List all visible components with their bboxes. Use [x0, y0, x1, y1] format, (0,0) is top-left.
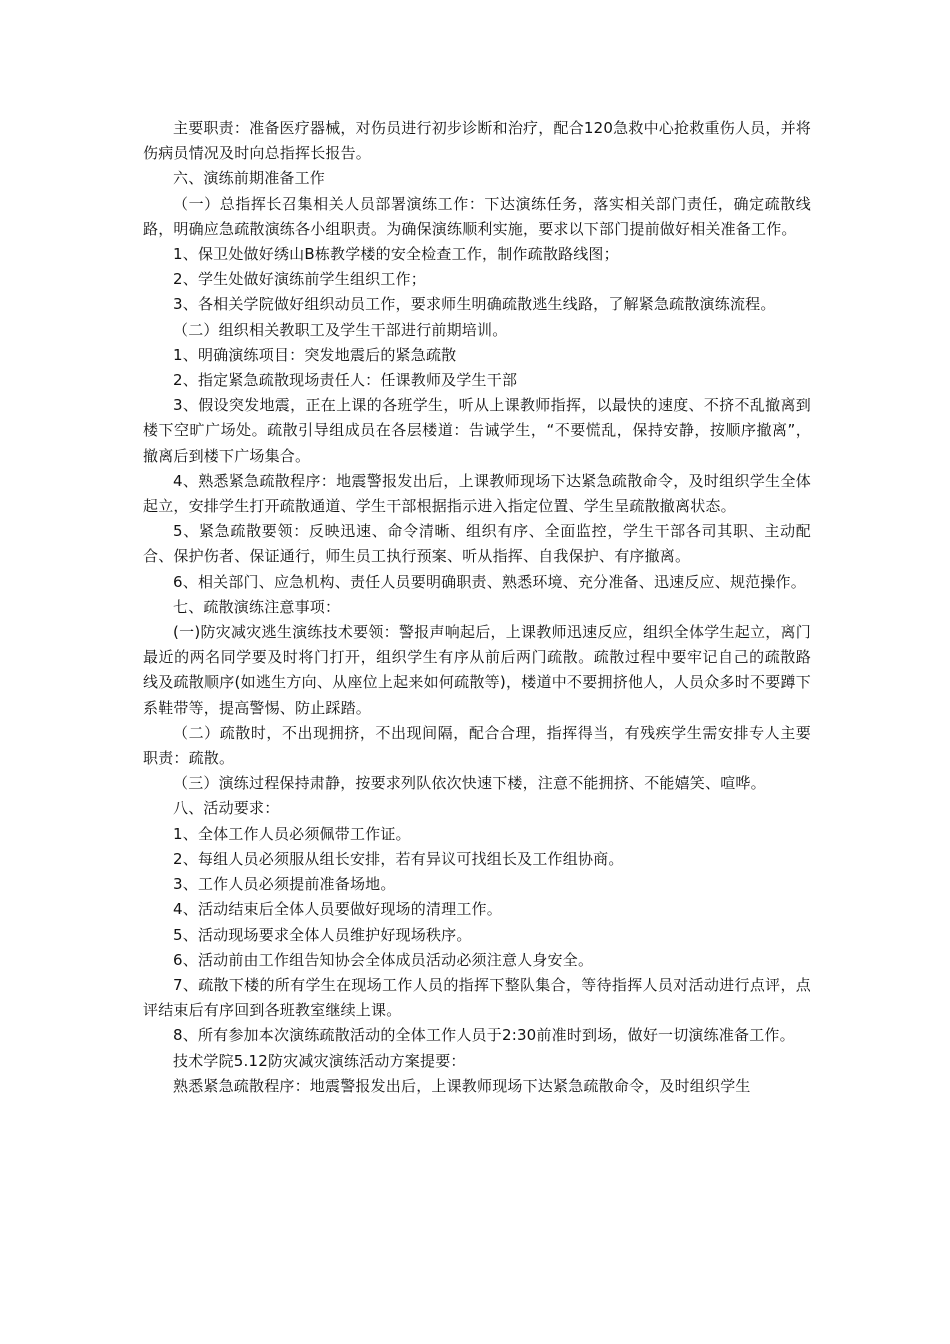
paragraph-medical-duties: 主要职责：准备医疗器械，对伤员进行初步诊断和治疗，配合120急救中心抢救重伤人员，并将伤病员情况及时向总指挥长报告。 — [143, 119, 811, 163]
list-item: 5、活动现场要求全体人员维护好现场秩序。 — [173, 925, 472, 944]
list-item: 3、工作人员必须提前准备场地。 — [173, 875, 396, 894]
list-item: 2、指定紧急疏散现场责任人：任课教师及学生干部 — [173, 371, 518, 390]
list-item: 4、熟悉紧急疏散程序：地震警报发出后，上课教师现场下达紧急疏散命令，及时组织学生全体起立，安排学生打开疏散通道、学生干部根据指示进入指定位置、学生呈疏散撤离状态。 — [143, 471, 811, 516]
summary-heading: 技术学院5.12防灾减灾演练活动方案提要： — [173, 1051, 466, 1070]
paragraph-7-1: (一)防灾减灾逃生演练技术要领：警报声响起后，上课教师迅速反应，组织全体学生起立，离门最近的两名同学要及时将门打开，组织学生有序从前后两门疏散。疏散过程中要牢记自己的疏散路线及疏散顺序(如逃生方向、从座位上起来如何疏散等)，楼道中不要拥挤他人，人员众多时不要蹲下系鞋带等，提高警惕、防止踩踏。 — [143, 623, 811, 717]
list-item: 6、相关部门、应急机构、责任人员要明确职责、熟悉环境、充分准备、迅速反应、规范操作。 — [173, 572, 806, 591]
paragraph-7-2: （二）疏散时，不出现拥挤，不出现间隔，配合合理，指挥得当，有残疾学生需安排专人主要职责：疏散。 — [143, 723, 811, 768]
list-item: 8、所有参加本次演练疏散活动的全体工作人员于2:30前准时到场，做好一切演练准备工作。 — [173, 1026, 795, 1045]
list-item: 1、保卫处做好绣山B栋教学楼的安全检查工作，制作疏散路线图； — [173, 245, 619, 264]
list-item: 3、假设突发地震，正在上课的各班学生，听从上课教师指挥，以最快的速度、不挤不乱撤离到楼下空旷广场处。疏散引导组成员在各层楼道：告诫学生，“不要慌乱，保持安静，按顺序撤离”，撤离后到楼下广场集合。 — [143, 396, 811, 465]
list-item: 1、全体工作人员必须佩带工作证。 — [173, 824, 411, 843]
list-item: 2、学生处做好演练前学生组织工作； — [173, 270, 426, 289]
list-item: 6、活动前由工作组告知协会全体成员活动必须注意人身安全。 — [173, 950, 594, 969]
list-item: 3、各相关学院做好组织动员工作，要求师生明确疏散逃生线路，了解紧急疏散演练流程。 — [173, 295, 776, 314]
list-item: 1、明确演练项目：突发地震后的紧急疏散 — [173, 345, 457, 364]
heading-section-8: 八、活动要求： — [173, 799, 280, 818]
paragraph-6-1: （一）总指挥长召集相关人员部署演练工作：下达演练任务，落实相关部门责任，确定疏散线路，明确应急疏散演练各小组职责。为确保演练顺利实施，要求以下部门提前做好相关准备工作。 — [143, 194, 811, 238]
document-body — [143, 116, 811, 1099]
heading-section-7: 七、疏散演练注意事项： — [173, 597, 341, 616]
summary-paragraph: 熟悉紧急疏散程序：地震警报发出后，上课教师现场下达紧急疏散命令，及时组织学生 — [173, 1076, 751, 1095]
heading-section-6: 六、演练前期准备工作 — [173, 169, 326, 188]
paragraph-7-3: （三）演练过程保持肃静，按要求列队依次快速下楼，注意不能拥挤、不能嬉笑、喧哗。 — [173, 774, 766, 793]
list-item: 4、活动结束后全体人员要做好现场的清理工作。 — [173, 900, 502, 919]
list-item: 7、疏散下楼的所有学生在现场工作人员的指挥下整队集合，等待指挥人员对活动进行点评，点评结束后有序回到各班教室继续上课。 — [143, 975, 811, 1020]
paragraph-6-2: （二）组织相关教职工及学生干部进行前期培训。 — [173, 320, 508, 339]
list-item: 5、紧急疏散要领：反映迅速、命令清晰、组织有序、全面监控，学生干部各司其职、主动配合、保护伤者、保证通行，师生员工执行预案、听从指挥、自我保护、有序撤离。 — [143, 522, 811, 566]
list-item: 2、每组人员必须服从组长安排，若有异议可找组长及工作组协商。 — [173, 849, 624, 868]
